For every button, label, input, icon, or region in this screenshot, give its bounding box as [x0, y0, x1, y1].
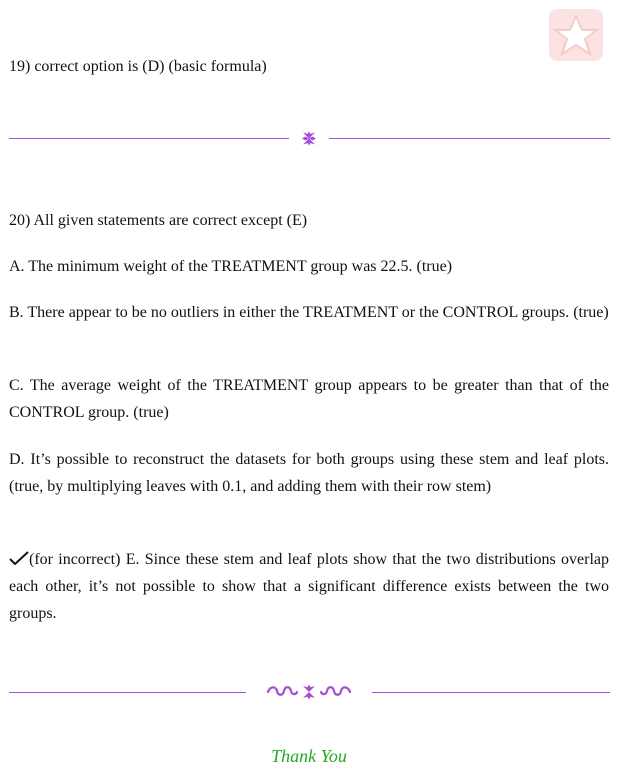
question-19-answer: 19) correct option is (D) (basic formula): [9, 58, 267, 75]
statement-a: A. The minimum weight of the TREATMENT group was 22.5. (true): [9, 258, 453, 275]
divider-line-left: [9, 138, 289, 139]
thank-you-text: Thank You: [271, 746, 347, 766]
flower-ornament-icon: [301, 131, 317, 146]
statement-b: B. There appear to be no outliers in either the TREATMENT or the CONTROL groups. (true): [9, 304, 609, 321]
divider-line-right: [329, 138, 610, 139]
checkmark-icon: [9, 551, 29, 565]
divider-line-left-bottom: [9, 692, 246, 693]
statement-c: C. The average weight of the TREATMENT group appears to be greater than that of the CONTROL group. (true): [9, 377, 609, 421]
divider-line-right-bottom: [372, 692, 610, 693]
statement-e-text: (for incorrect) E. Since these stem and leaf plots show that the two distributions overlap each other, it’s not possible to show that a significant difference exists between the two groups.: [9, 551, 609, 622]
statement-d: D. It’s possible to reconstruct the datasets for both groups using these stem and leaf plots. (true, by multiplying leaves with 0.1, and adding them with their row stem): [9, 451, 609, 495]
swirl-ornament-icon: [266, 682, 352, 702]
statement-e: [9, 546, 609, 627]
question-20-heading: 20) All given statements are correct except (E): [9, 212, 308, 229]
